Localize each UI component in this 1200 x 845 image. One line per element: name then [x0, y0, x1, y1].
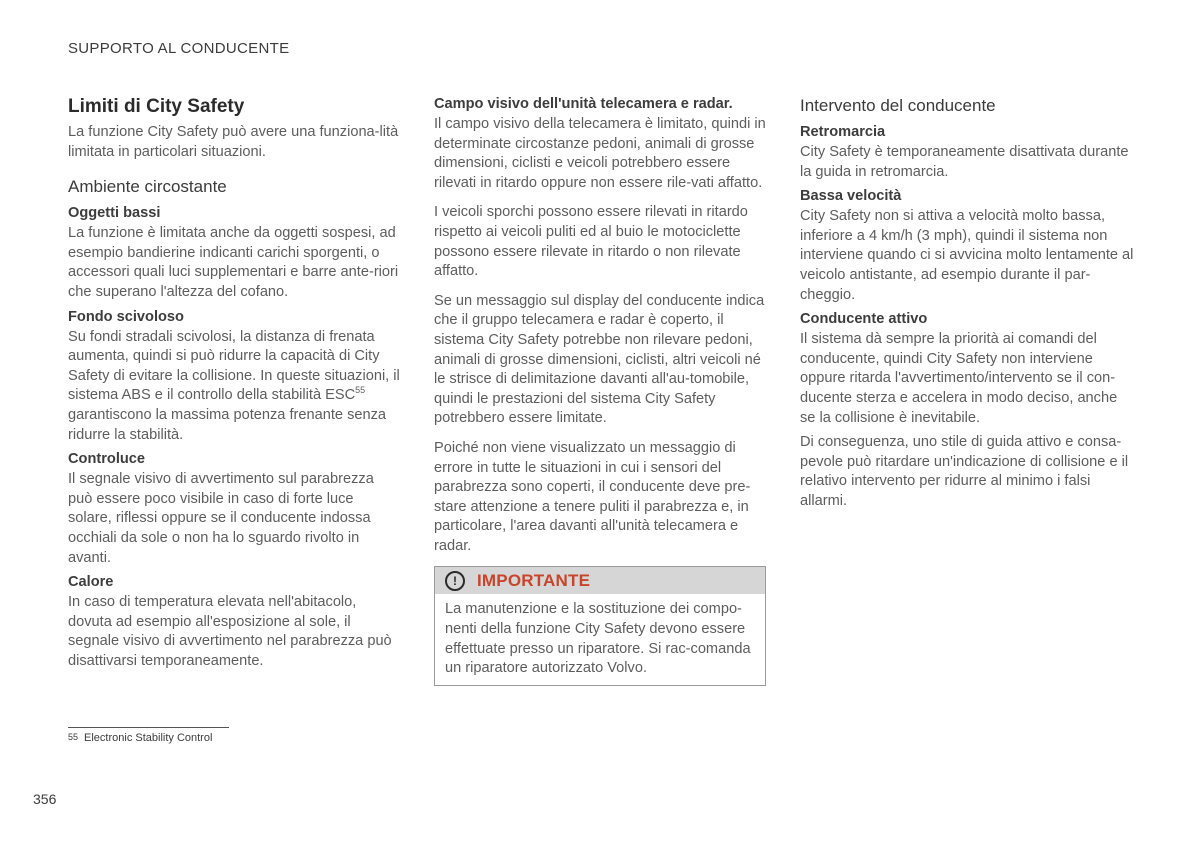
paragraph-campo-visivo-1: Il campo visivo della telecamera è limitato, quindi in determinate circostanze pedoni, animali di grosse dimensioni, ciclisti e veicoli potrebbero essere rilevati in ritardo oppure non essere rile-vati affatto.: [434, 116, 766, 191]
paragraph-campo-visivo-4: Poiché non viene visualizzato un messaggio di errore in tutte le situazioni in cui i sensori del parabrezza sono coperti, il conducente deve pre-stare attenzione a tenere puliti il parabrezza e, in particolare, l'area davanti all'unità telecamera e radar.: [434, 439, 751, 554]
section-header: SUPPORTO AL CONDUCENTE: [68, 40, 290, 57]
heading-bassa-velocita: Bassa velocità: [800, 188, 902, 205]
heading-fondo-scivoloso: Fondo scivoloso: [68, 308, 184, 325]
subheading-ambiente: Ambiente circostante: [68, 177, 227, 197]
heading-conducente-attivo: Conducente attivo: [800, 311, 928, 328]
heading-campo-visivo: Campo visivo dell'unità telecamera e radar.: [434, 96, 733, 112]
paragraph-bassa-velocita: City Safety non si attiva a velocità molto bassa, inferiore a 4 km/h (3 mph), quindi il sistema non interviene quando ci si avvicina molto lentamente al veicolo antistante, ad esempio durante il par-cheggio.: [800, 208, 1134, 303]
column-middle: [434, 95, 766, 686]
paragraph-fondo-scivoloso: [68, 328, 400, 446]
heading-intervento: Intervento del conducente: [800, 96, 996, 115]
paragraph-controluce: Il segnale visivo di avvertimento sul parabrezza può essere poco visibile in caso di forte luce solare, riflessi oppure se il conducente indossa occhiali da sole o non ha lo sguardo rivolto in avanti.: [68, 471, 374, 566]
paragraph-campo-visivo-3: Se un messaggio sul display del conducente indica che il gruppo telecamera e radar è coperto, il sistema City Safety potrebbe non rilevare pedoni, animali di grosse dimensioni, ciclisti, altri veicoli né le strisce di delimitazione davanti all'au-tomobile, quindi le prestazioni del sistema City Safety potrebbero essere limitate.: [434, 292, 765, 427]
footnote-text: Electronic Stability Control: [84, 732, 213, 744]
notice-header: [435, 567, 765, 594]
paragraph-campo-visivo-2: I veicoli sporchi possono essere rilevati in ritardo rispetto ai veicoli puliti ed al buio le motociclette possono essere rilevate in ritardo o non rilevate affatto.: [434, 204, 748, 280]
paragraph-retromarcia: City Safety è temporaneamente disattivata durante la guida in retromarcia.: [800, 144, 1129, 180]
column-right: [800, 95, 1134, 522]
notice-body: [435, 594, 765, 684]
notice-title: IMPORTANTE: [477, 570, 591, 590]
notice-text: La manutenzione e la sostituzione dei compo-nenti della funzione City Safety devono essere effettuate presso un riparatore. Si rac-comanda un riparatore autorizzato Volvo.: [445, 601, 751, 677]
footnote: [68, 732, 212, 744]
heading-calore: Calore: [68, 574, 114, 591]
footnote-reference: 55: [355, 385, 366, 396]
heading-oggetti-bassi: Oggetti bassi: [68, 205, 161, 222]
heading-controluce: Controluce: [68, 451, 146, 468]
page-title: Limiti di City Safety: [68, 96, 245, 117]
fondo-text-a: Su fondi stradali scivolosi, la distanza di frenata aumenta, quindi si può ridurre la capacità di City Safety di evitare la collisione. In queste situazioni, il sistema ABS e il controllo della stabilità ESC: [68, 328, 400, 404]
paragraph-calore: In caso di temperatura elevata nell'abitacolo, dovuta ad esempio all'esposizione al sole, il segnale visivo di avvertimento nel parabrezza può disattivarsi temporaneamente.: [68, 594, 392, 669]
paragraph-conclusion: Di conseguenza, uno stile di guida attivo e consa-pevole può ritardare un'indicazione di collisione e il relativo intervento per ridurre al minimo i falsi allarmi.: [800, 434, 1129, 509]
fondo-text-b: garantiscono la massima potenza frenante senza ridurre la stabilità.: [68, 406, 387, 443]
intro-paragraph: La funzione City Safety può avere una funziona-lità limitata in particolari situazioni.: [68, 124, 399, 160]
important-notice: [434, 566, 766, 685]
footnote-number: 55: [68, 732, 79, 742]
exclamation-icon: !: [445, 571, 465, 591]
heading-retromarcia: Retromarcia: [800, 124, 886, 140]
paragraph-oggetti-bassi: La funzione è limitata anche da oggetti sospesi, ad esempio bandierine indicanti carichi sporgenti, o accessori quali luci supplementari e barre ante-riori che superano l'altezza del cofano.: [68, 225, 399, 300]
paragraph-conducente-attivo: Il sistema dà sempre la priorità ai comandi del conducente, quindi City Safety non interviene oppure ritarda l'avvertimento/intervento se il con-ducente sterza e accelera in modo deciso, anche se la collisione è inevitabile.: [800, 331, 1118, 426]
column-left: [68, 95, 400, 676]
footnote-divider: [68, 727, 229, 728]
page-number: 356: [33, 791, 57, 807]
